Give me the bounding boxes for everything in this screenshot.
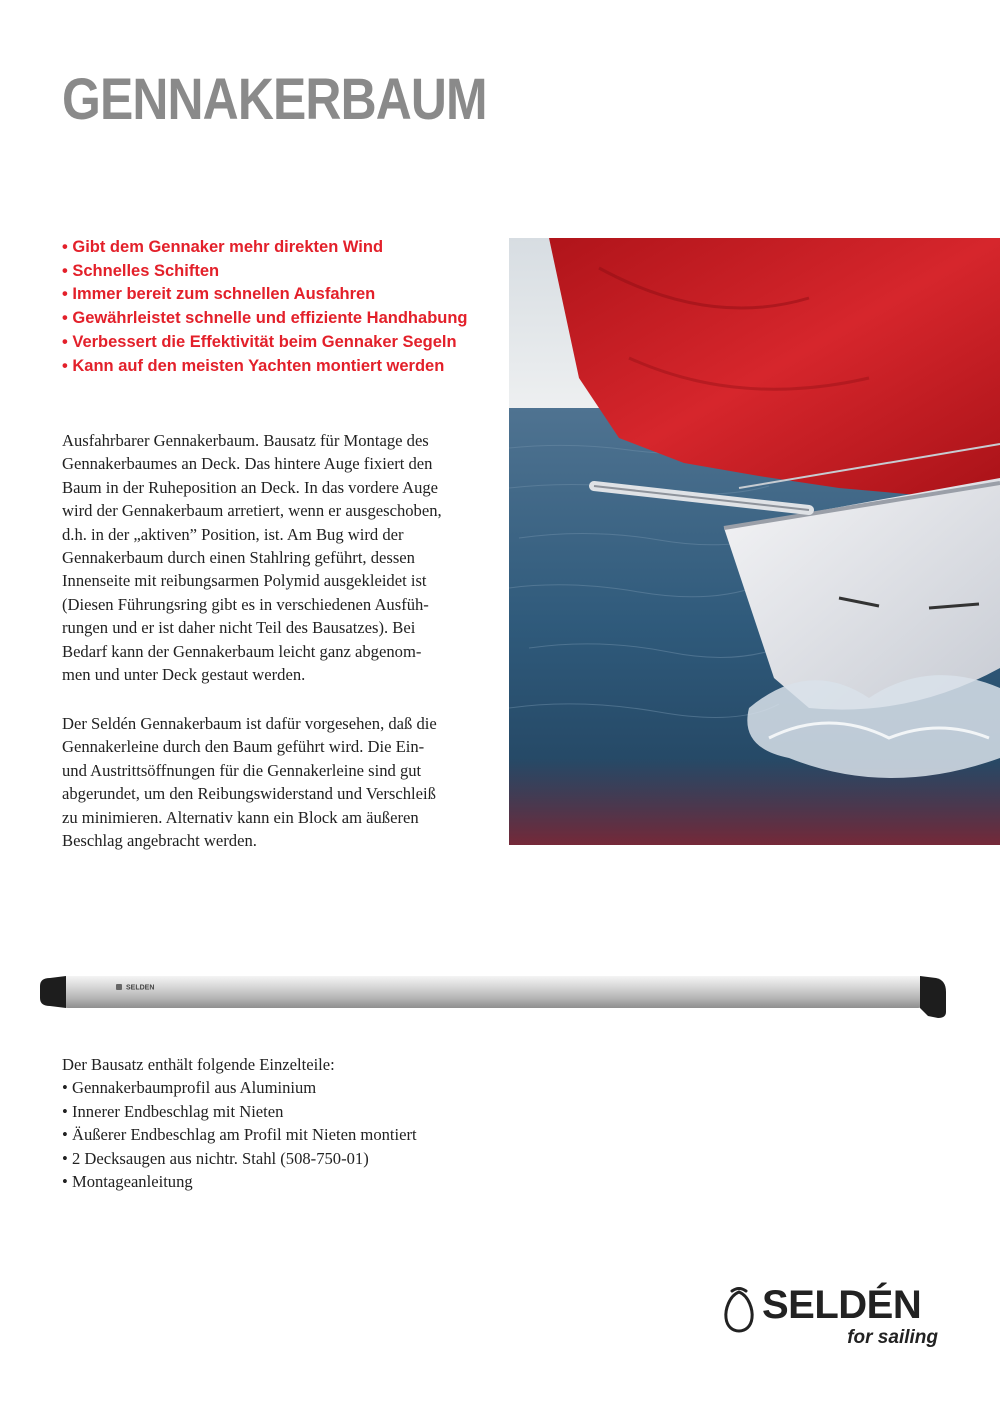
text-line: men und unter Deck gestaut werden. xyxy=(62,665,306,685)
kit-item: • Gennakerbaumprofil aus Aluminium xyxy=(62,1078,317,1097)
text-line: rungen und er ist daher nicht Teil des Bausatzes). Bei xyxy=(62,618,416,638)
selden-logo xyxy=(722,1283,942,1358)
kit-item: • Äußerer Endbeschlag am Profil mit Nieten montiert xyxy=(62,1125,417,1145)
kit-item: • Montageanleitung xyxy=(62,1172,193,1192)
logo-egg-icon xyxy=(722,1286,756,1334)
logo-name: SELDÉN xyxy=(762,1283,922,1327)
pole-tube xyxy=(62,976,924,1008)
text-line: Baum in der Ruheposition an Deck. In das vordere Auge xyxy=(62,477,439,497)
text-line: abgerundet, um den Reibungswiderstand und Verschleiß xyxy=(62,784,436,804)
description-paragraph-2 xyxy=(62,712,502,852)
pole-label-icon xyxy=(116,984,122,990)
kit-item: • 2 Decksaugen aus nichtr. Stahl (508-750-01) xyxy=(62,1148,369,1168)
feature-item: • Gewährleistet schnelle und effiziente Handhabung xyxy=(62,309,468,328)
description-paragraph-1 xyxy=(62,429,502,686)
logo-tagline: for sailing xyxy=(847,1327,938,1348)
feature-item: • Immer bereit zum schnellen Ausfahren xyxy=(62,285,376,304)
feature-item: • Kann auf den meisten Yachten montiert werden xyxy=(62,356,445,375)
text-line: Bedarf kann der Gennakerbaum leicht ganz abgenom- xyxy=(62,641,422,661)
sailing-photo xyxy=(509,238,1000,845)
text-line: d.h. in der „aktiven” Position, ist. Am Bug wird der xyxy=(62,524,404,544)
feature-item: • Gibt dem Gennaker mehr direkten Wind xyxy=(62,238,384,256)
feature-item: • Schnelles Schiften xyxy=(62,261,220,280)
text-line: Gennakerbaumes an Deck. Das hintere Auge fixiert den xyxy=(62,454,433,474)
kit-item: • Innerer Endbeschlag mit Nieten xyxy=(62,1101,284,1121)
text-line: zu minimieren. Alternativ kann ein Block am äußeren xyxy=(62,807,419,827)
feature-item: • Verbessert die Effektivität beim Gennaker Segeln xyxy=(62,332,457,351)
pole-outer-end-fitting xyxy=(920,976,946,1018)
text-line: Ausfahrbarer Gennakerbaum. Bausatz für Montage des xyxy=(62,431,429,450)
feature-list xyxy=(62,236,468,378)
text-line: Beschlag angebracht werden. xyxy=(62,831,257,851)
text-line: Der Seldén Gennakerbaum ist dafür vorgesehen, daß die xyxy=(62,714,437,733)
text-line: Gennakerbaum durch einen Stahlring geführt, dessen xyxy=(62,548,415,568)
text-line: Gennakerleine durch den Baum geführt wird. Die Ein- xyxy=(62,737,425,757)
text-line: und Austrittsöffnungen für die Gennakerleine sind gut xyxy=(62,760,422,780)
sailing-photo-illustration xyxy=(509,238,1000,845)
kit-list xyxy=(62,1076,417,1194)
pole-label: SELDEN xyxy=(126,984,155,992)
text-line: Innenseite mit reibungsarmen Polymid ausgekleidet ist xyxy=(62,571,427,591)
gennaker-pole-image xyxy=(36,972,952,1022)
page-title: GENNAKERBAUM xyxy=(62,67,487,132)
kit-intro: Der Bausatz enthält folgende Einzelteile: xyxy=(62,1055,335,1074)
text-line: wird der Gennakerbaum arretiert, wenn er ausgeschoben, xyxy=(62,501,442,521)
pole-inner-end-fitting xyxy=(40,976,66,1008)
text-line: (Diesen Führungsring gibt es in verschiedenen Ausfüh- xyxy=(62,594,429,614)
